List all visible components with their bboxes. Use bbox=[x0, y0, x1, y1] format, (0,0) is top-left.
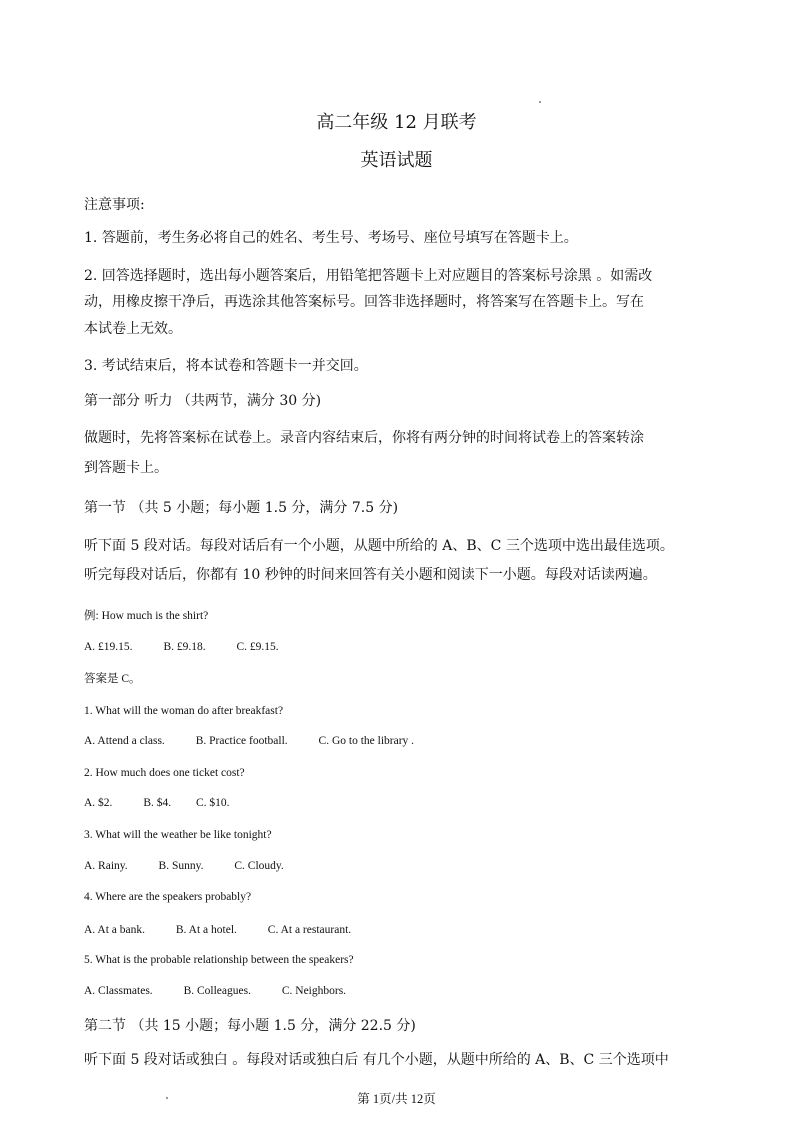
option-a: A. $2. bbox=[84, 797, 113, 809]
option-c: C. Go to the library . bbox=[318, 735, 415, 747]
part1-instruction-line-2: 到答题卡上。 bbox=[84, 460, 168, 476]
question-1-options bbox=[84, 736, 442, 748]
section1-heading: 第一节 （共 5 小题；每小题 1.5 分，满分 7.5 分) bbox=[84, 500, 399, 516]
section1-instruction-line-2: 听完每段对话后，你都有 10 秒钟的时间来回答有关小题和阅读下一小题。每段对话读两遍。 bbox=[84, 567, 657, 583]
notes-heading: 注意事项: bbox=[84, 197, 145, 213]
question-4-options bbox=[84, 925, 379, 937]
notes-item-3: 3. 考试结束后，将本试卷和答题卡一并交回。 bbox=[84, 358, 368, 374]
section2-heading: 第二节 （共 15 小题；每小题 1.5 分，满分 22.5 分) bbox=[84, 1018, 416, 1034]
example-options bbox=[84, 642, 307, 654]
notes-item-2-line-2: 动，用橡皮擦干净后，再选涂其他答案标号。回答非选择题时，将答案写在答题卡上。写在 bbox=[84, 294, 644, 310]
notes-item-1: 1. 答题前，考生务必将自己的姓名、考生号、考场号、座位号填写在答题卡上。 bbox=[84, 230, 578, 246]
option-b: B. Practice football. bbox=[195, 735, 288, 747]
exam-subject: 英语试题 bbox=[360, 150, 433, 171]
option-b: B. £9.18. bbox=[163, 641, 206, 653]
option-c: C. £9.15. bbox=[236, 641, 279, 653]
section2-instruction-line-1: 听下面 5 段对话或独白 。每段对话或独白后 有几个小题，从题中所给的 A、B、C 三个选项中 bbox=[84, 1052, 669, 1068]
option-c: C. Cloudy. bbox=[234, 860, 284, 872]
option-b: B. Sunny. bbox=[158, 860, 204, 872]
example-answer: 答案是 C。 bbox=[84, 673, 141, 685]
exam-title: 高二年级 12 月联考 bbox=[316, 112, 477, 133]
question-1: 1. What will the woman do after breakfast? bbox=[84, 705, 284, 717]
question-3-options bbox=[84, 861, 312, 873]
scan-dot bbox=[539, 101, 541, 103]
part1-heading: 第一部分 听力 （共两节，满分 30 分) bbox=[84, 393, 322, 409]
option-a: A. Classmates. bbox=[84, 985, 153, 997]
option-a: A. Rainy. bbox=[84, 860, 128, 872]
question-4: 4. Where are the speakers probably? bbox=[84, 891, 252, 903]
option-a: A. At a bank. bbox=[84, 924, 146, 936]
question-3: 3. What will the weather be like tonight? bbox=[84, 829, 272, 841]
notes-item-2-line-1: 2. 回答选择题时，选出每小题答案后，用铅笔把答题卡上对应题目的答案标号涂黑 。如需改 bbox=[84, 268, 653, 284]
option-b: B. $4. bbox=[143, 797, 172, 809]
question-2-options bbox=[84, 798, 258, 810]
section1-instruction-line-1: 听下面 5 段对话。每段对话后有一个小题，从题中所给的 A、B、C 三个选项中选出最佳选项。 bbox=[84, 538, 674, 554]
question-2: 2. How much does one ticket cost? bbox=[84, 767, 245, 779]
option-c: C. At a restaurant. bbox=[267, 924, 352, 936]
part1-instruction-line-1: 做题时，先将答案标在试卷上。录音内容结束后，你将有两分钟的时间将试卷上的答案转涂 bbox=[84, 430, 644, 446]
option-a: A. Attend a class. bbox=[84, 735, 165, 747]
option-b: B. Colleagues. bbox=[183, 985, 251, 997]
option-c: C. Neighbors. bbox=[281, 985, 347, 997]
option-b: B. At a hotel. bbox=[175, 924, 237, 936]
option-a: A. £19.15. bbox=[84, 641, 133, 653]
question-5: 5. What is the probable relationship between the speakers? bbox=[84, 954, 354, 966]
example-question: 例: How much is the shirt? bbox=[84, 610, 209, 622]
option-c: C. $10. bbox=[195, 797, 230, 809]
notes-item-2-line-3: 本试卷上无效。 bbox=[84, 321, 182, 337]
page-number: 第 1页/共 12页 bbox=[357, 1092, 436, 1106]
question-5-options bbox=[84, 986, 374, 998]
